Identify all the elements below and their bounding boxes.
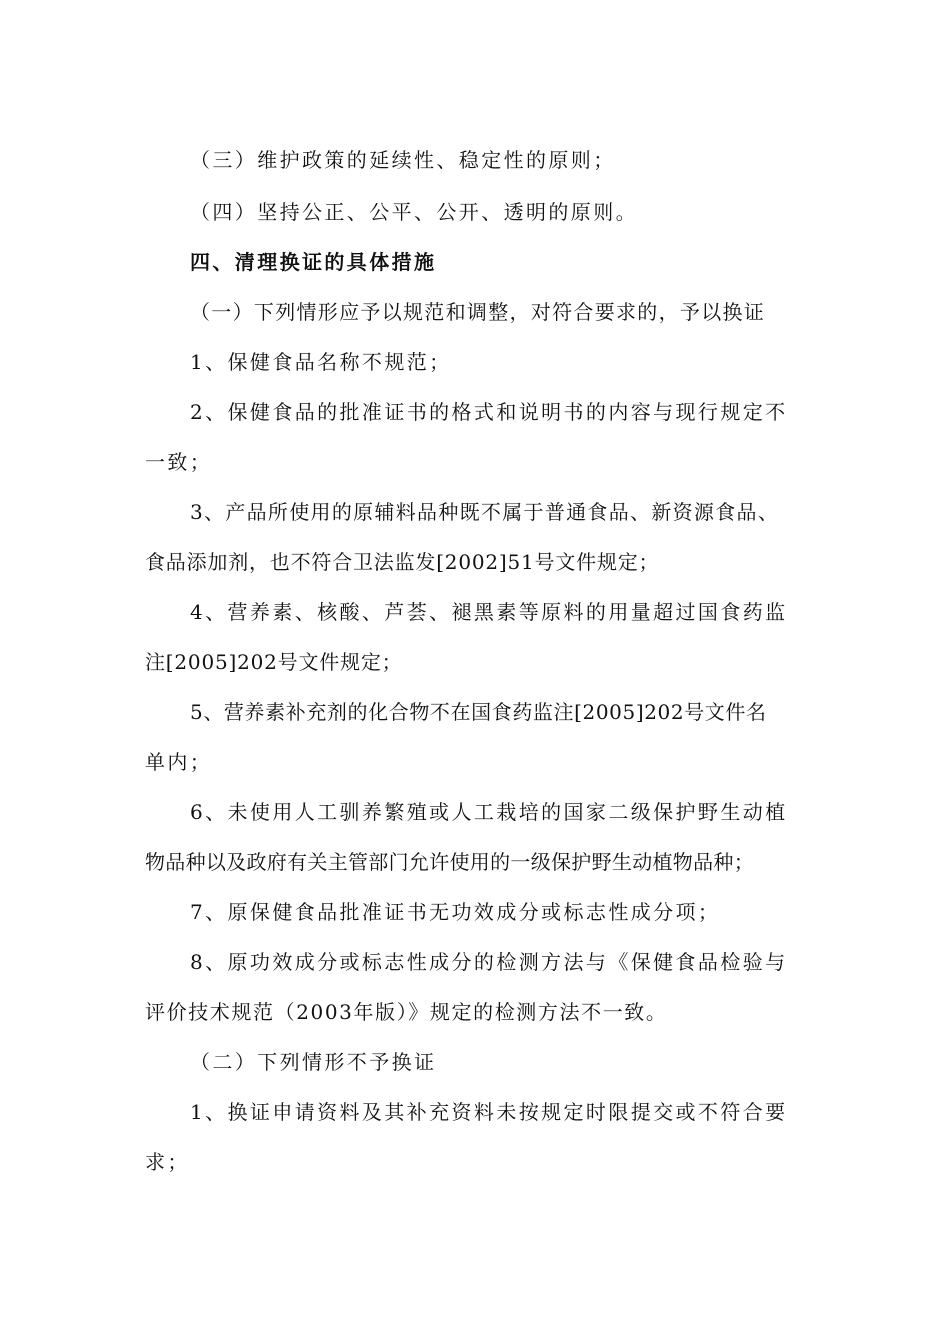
subsection-2-heading: （二）下列情形不予换证 [190,1050,437,1074]
item-3-line-2: 食品添加剂，也不符合卫法监发[2002]51号文件规定； [145,550,660,574]
item-4-line-2: 注[2005]202号文件规定； [145,650,403,674]
item-5-line-2: 单内； [145,750,213,774]
item-5-line-1: 5、营养素补充剂的化合物不在国食药监注[2005]202号文件名 [190,700,767,724]
principle-3-line: （三）维护政策的延续性、稳定性的原则； [190,148,616,172]
refuse-item-1-line-2: 求； [145,1150,190,1174]
item-1-line: 1、保健食品名称不规范； [190,350,452,374]
item-8-line-2: 评价技术规范（2003年版）》规定的检测方法不一致。 [145,1000,668,1024]
item-3-line-1: 3、产品所使用的原辅料品种既不属于普通食品、新资源食品、 [190,500,780,524]
item-4-line-1: 4、营养素、核酸、芦荟、褪黑素等原料的用量超过国食药监 [190,600,788,624]
refuse-item-1-line-1: 1、换证申请资料及其补充资料未按规定时限提交或不符合要 [190,1100,788,1124]
item-6-line-2: 物品种以及政府有关主管部门允许使用的一级保护野生动植物品种； [145,850,754,874]
item-2-line-1: 2、保健食品的批准证书的格式和说明书的内容与现行规定不 [190,400,788,424]
section-4-heading: 四、清理换证的具体措施 [190,250,437,274]
item-2-line-2: 一致； [145,450,213,474]
principle-4-line: （四）坚持公正、公平、公开、透明的原则。 [190,200,638,224]
item-6-line-1: 6、未使用人工驯养繁殖或人工栽培的国家二级保护野生动植 [190,800,788,824]
subsection-1-heading: （一）下列情形应予以规范和调整，对符合要求的，予以换证 [190,300,766,324]
item-8-line-1: 8、原功效成分或标志性成分的检测方法与《保健食品检验与 [190,950,788,974]
item-7-line: 7、原保健食品批准证书无功效成分或标志性成分项； [190,900,721,924]
